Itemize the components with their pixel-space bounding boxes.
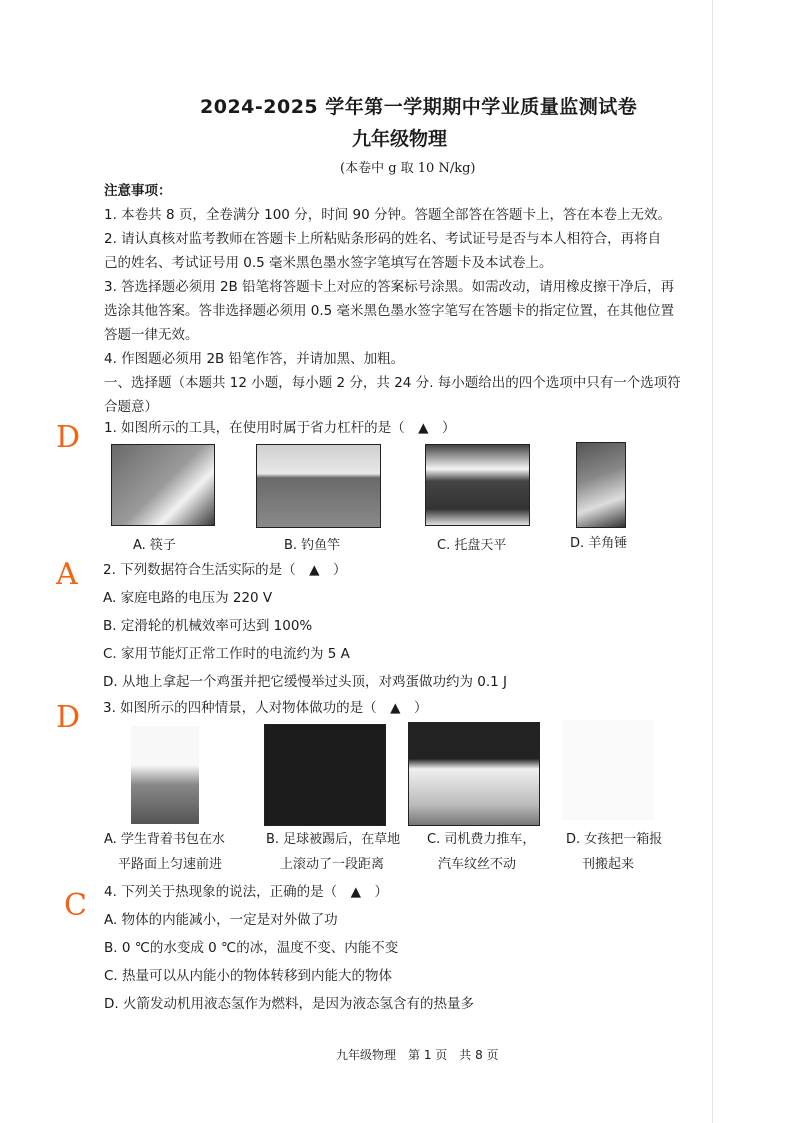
option-label-cont: 平路面上匀速前进 [118, 857, 223, 872]
page-edge [712, 0, 713, 1123]
option-text: D. 火箭发动机用液态氢作为燃料，是因为液态氢含有的热量多 [104, 996, 474, 1012]
option-label-cont: 刊搬起来 [582, 857, 635, 872]
instruction-line: 4. 作图题必须用 2B 铅笔作答，并请加黑、加粗。 [104, 351, 405, 367]
option-label: C. 托盘天平 [437, 538, 507, 553]
question-stem: 1. 如图所示的工具，在使用时属于省力杠杆的是（ ▲ ） [104, 420, 456, 436]
option-label-cont: 汽车纹丝不动 [438, 857, 517, 872]
option-text: C. 热量可以从内能小的物体转移到内能大的物体 [104, 968, 393, 984]
option-label: B. 钓鱼竿 [284, 538, 341, 553]
section-heading-cont: 合题意） [104, 399, 158, 415]
option-label: A. 筷子 [133, 538, 176, 553]
student-walking-image [131, 726, 199, 824]
option-label: D. 羊角锤 [570, 536, 628, 551]
gravity-note: (本卷中 g 取 10 N/kg) [340, 161, 476, 176]
handwritten-answer: D [56, 700, 81, 735]
lifting-box-image [562, 720, 654, 820]
fishing-rod-image [256, 444, 381, 528]
page-footer: 九年级物理 第 1 页 共 8 页 [336, 1048, 499, 1062]
handwritten-answer: A [56, 557, 78, 592]
option-text: A. 家庭电路的电压为 220 V [103, 590, 273, 606]
claw-hammer-image [576, 442, 626, 528]
option-label-cont: 上滚动了一段距离 [280, 857, 385, 872]
instruction-line: 己的姓名、考试证号用 0.5 毫米黑色墨水签字笔填写在答题卡及本试卷上。 [104, 255, 553, 271]
instruction-line: 1. 本卷共 8 页，全卷满分 100 分，时间 90 分钟。答题全部答在答题卡上，答在本卷上无效。 [104, 207, 671, 223]
option-label: B. 足球被踢后，在草地 [266, 832, 401, 847]
option-text: B. 定滑轮的机械效率可达到 100% [103, 618, 313, 634]
option-label: A. 学生背着书包在水 [104, 832, 225, 847]
handwritten-answer: C [64, 888, 87, 923]
option-label: D. 女孩把一箱报 [566, 832, 663, 847]
pushing-car-image [408, 722, 540, 826]
exam-title: 2024-2025 学年第一学期期中学业质量监测试卷 [200, 96, 638, 118]
option-text: B. 0 ℃的水变成 0 ℃的冰，温度不变、内能不变 [104, 940, 399, 956]
soccer-ball-image [264, 724, 386, 826]
question-stem: 2. 下列数据符合生活实际的是（ ▲ ） [103, 562, 347, 578]
option-text: A. 物体的内能减小，一定是对外做了功 [104, 912, 338, 928]
instruction-line: 3. 答选择题必须用 2B 铅笔将答题卡上对应的答案标号涂黑。如需改动，请用橡皮擦干净后，再 [104, 279, 675, 295]
question-stem: 4. 下列关于热现象的说法，正确的是（ ▲ ） [104, 884, 389, 900]
instruction-line: 选涂其他答案。答非选择题必须用 0.5 毫米黑色墨水签字笔写在答题卡的指定位置，在其他位置 [104, 303, 675, 319]
instruction-line: 答题一律无效。 [104, 327, 199, 343]
chopsticks-image [111, 444, 215, 526]
instruction-line: 2. 请认真核对监考教师在答题卡上所粘贴条形码的姓名、考试证号是否与本人相符合，再将自 [104, 231, 662, 247]
instructions-heading: 注意事项： [104, 183, 172, 199]
option-label: C. 司机费力推车， [427, 832, 536, 847]
question-stem: 3. 如图所示的四种情景，人对物体做功的是（ ▲ ） [103, 700, 428, 716]
section-heading: 一、选择题（本题共 12 小题，每小题 2 分，共 24 分. 每小题给出的四个选项中只有一个选项符 [104, 375, 681, 391]
subject-title: 九年级物理 [352, 128, 448, 150]
option-text: D. 从地上拿起一个鸡蛋并把它缓慢举过头顶，对鸡蛋做功约为 0.1 J [103, 674, 508, 690]
handwritten-answer: D [56, 420, 81, 455]
option-text: C. 家用节能灯正常工作时的电流约为 5 A [103, 646, 350, 662]
balance-scale-image [425, 444, 530, 526]
